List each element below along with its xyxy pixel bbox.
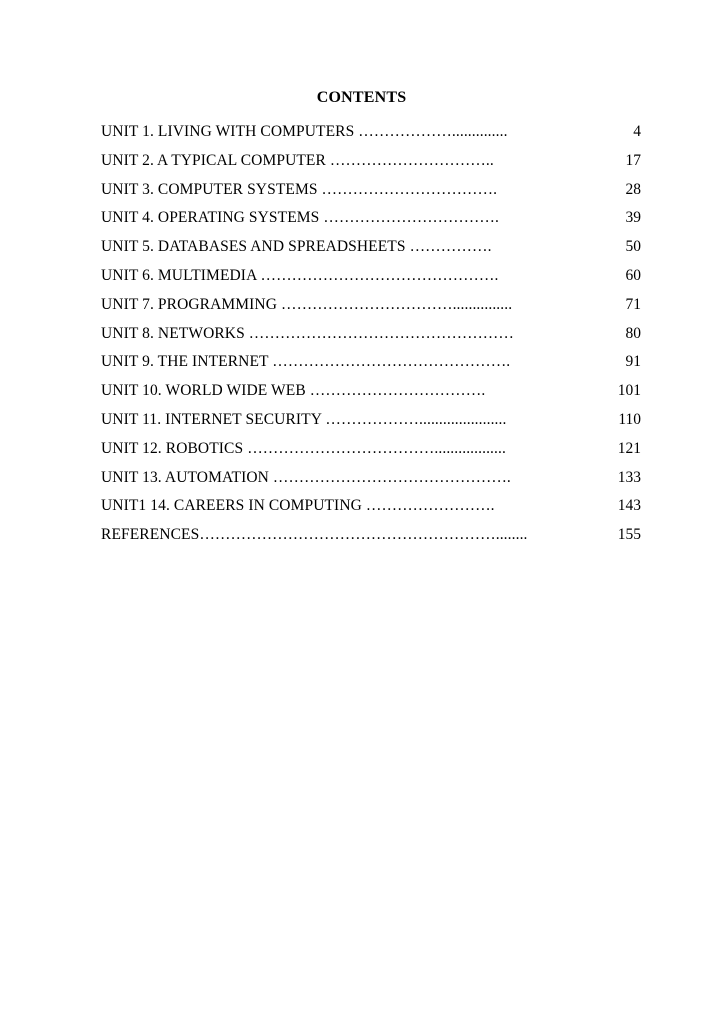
toc-entry-label: REFERENCES…………………………………………………........: [101, 526, 528, 544]
toc-entry: [101, 206, 641, 235]
toc-entry: [101, 437, 641, 466]
toc-entry-label: UNIT 13. AUTOMATION ……………………………………….: [101, 468, 511, 486]
toc-entry-label: UNIT 10. WORLD WIDE WEB …………………………….: [101, 382, 486, 400]
toc-entry-label: UNIT 8. NETWORKS ……………………………………………: [101, 324, 514, 342]
toc-entry-page: 80: [625, 324, 641, 342]
toc-entry: [101, 350, 641, 379]
toc-entry-label: UNIT 2. A TYPICAL COMPUTER …………………………..: [101, 151, 494, 169]
toc-entry-label: UNIT 7. PROGRAMMING ……………………………...............: [101, 295, 513, 313]
toc-entry-label: UNIT 6. MULTIMEDIA ……………………………………….: [101, 266, 499, 284]
toc-entry: [101, 178, 641, 207]
toc-entry-label: UNIT 5. DATABASES AND SPREADSHEETS …………….: [101, 238, 492, 256]
toc-entry-page: 50: [625, 238, 641, 256]
toc-entry: [101, 466, 641, 495]
toc-entry: [101, 408, 641, 437]
toc-entry: [101, 523, 641, 552]
toc-entry-page: 121: [617, 439, 641, 457]
toc-entry-page: 110: [618, 410, 641, 428]
toc-entry-page: 17: [625, 151, 641, 169]
toc-entry-label: UNIT 9. THE INTERNET ……………………………………….: [101, 353, 511, 371]
table-of-contents: [101, 120, 641, 552]
toc-entry: [101, 235, 641, 264]
page-title: CONTENTS: [316, 89, 407, 106]
toc-entry-label: UNIT 4. OPERATING SYSTEMS …………………………….: [101, 209, 499, 227]
toc-entry: [101, 120, 641, 149]
toc-entry: [101, 322, 641, 351]
toc-entry-label: UNIT 3. COMPUTER SYSTEMS …………………………….: [101, 180, 498, 198]
toc-entry-page: 133: [617, 468, 641, 486]
toc-entry: [101, 149, 641, 178]
toc-entry-page: 28: [625, 180, 641, 198]
toc-entry-label: UNIT 11. INTERNET SECURITY ………………......................: [101, 410, 507, 428]
toc-entry-page: 60: [625, 266, 641, 284]
toc-entry-page: 4: [633, 123, 641, 140]
toc-entry: [101, 494, 641, 523]
toc-entry-page: 143: [617, 497, 641, 515]
toc-entry-label: UNIT 1. LIVING WITH COMPUTERS ………………..............: [101, 123, 508, 140]
toc-entry: [101, 293, 641, 322]
toc-entry: [101, 379, 641, 408]
toc-entry-page: 71: [625, 295, 641, 313]
toc-entry-page: 155: [617, 526, 641, 544]
toc-entry-page: 39: [625, 209, 641, 227]
toc-entry-label: UNIT1 14. CAREERS IN COMPUTING …………………….: [101, 497, 495, 515]
toc-entry-page: 101: [617, 382, 641, 400]
toc-entry-page: 91: [625, 353, 641, 371]
toc-entry: [101, 264, 641, 293]
toc-entry-label: UNIT 12. ROBOTICS ………………………………..................: [101, 439, 506, 457]
